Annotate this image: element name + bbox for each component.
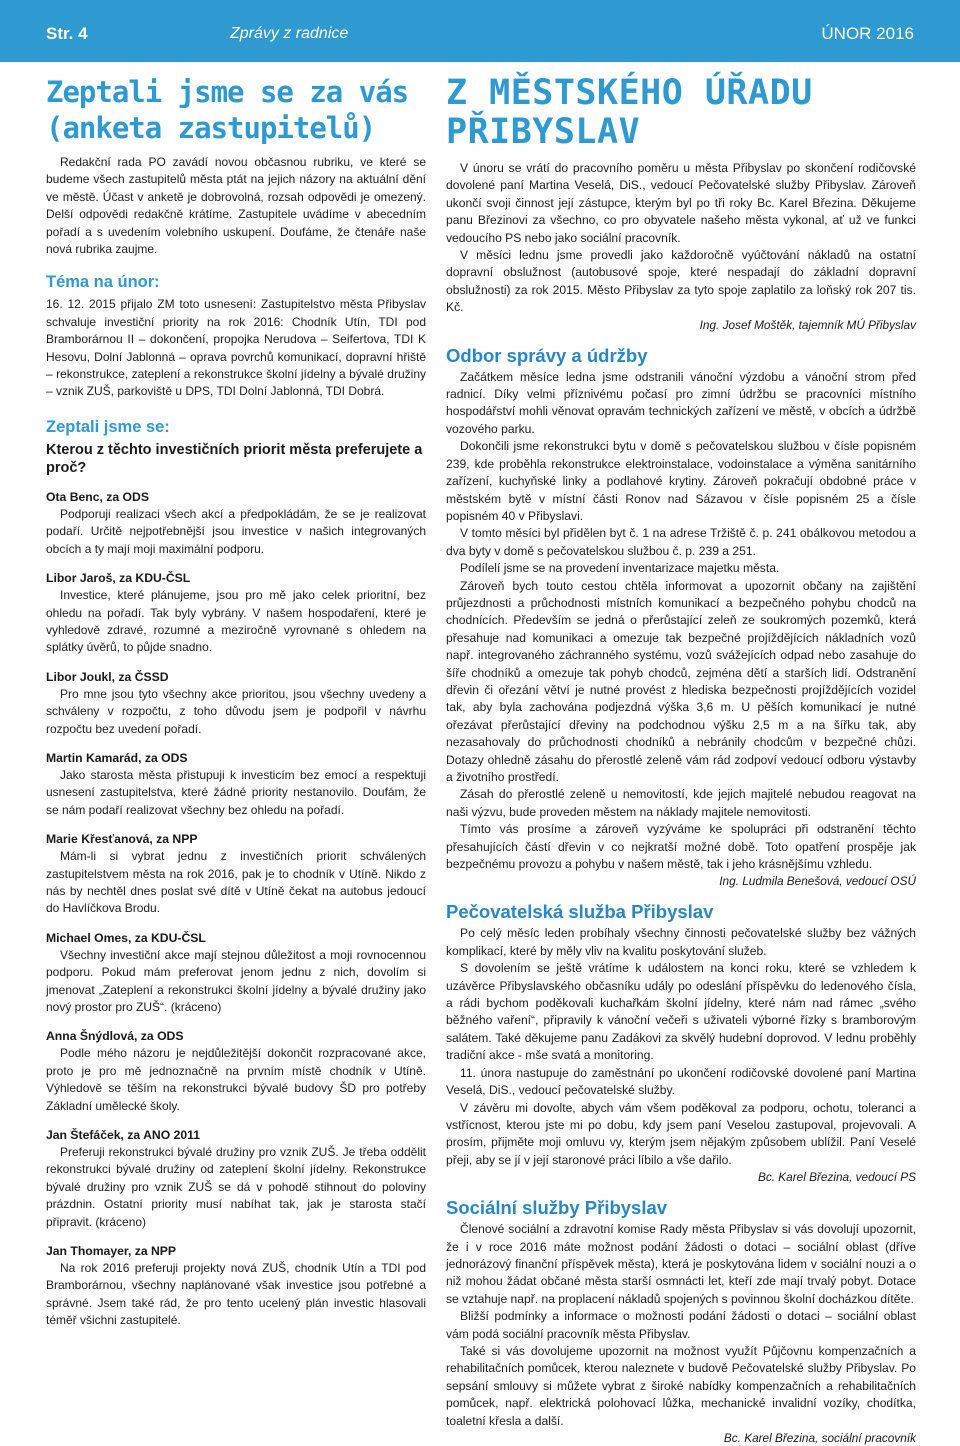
response-text: Na rok 2016 preferuji projekty nová ZUŠ, chodník Utín a TDI pod Bramborárnou, všechny naplánované však investice jsou potřebné a správné. Jsem také rád, že pro tento ucelený plán investic hlasovali téměř všichni zastupitelé. [46, 1261, 426, 1328]
response-item [46, 750, 426, 819]
respondent-name: Anna Šnýdlová, za ODS [46, 1029, 184, 1044]
office-signature: Ing. Josef Moštěk, tajemník MÚ Přibyslav [699, 317, 916, 332]
survey-title: Zeptali jsme se za vás (anketa zastupitelů) [46, 75, 409, 145]
respondent-name: Michael Omes, za KDU-ČSL [46, 930, 206, 945]
odbor-paragraph: V tomto měsíci byl přidělen byt č. 1 na adrese Tržiště č. p. 241 obálkovou metodou a dva byty v domě s pečovatelskou službou č. p. 239 a 251. [446, 526, 916, 558]
office-paragraph: V únoru se vrátí do pracovního poměru u města Přibyslav po skončení rodičovské dovolené paní Martina Veselá, DiS., vedoucí Pečovatelské služby Přibyslav. Zároveň ukončí svoji činnost její zástupce, kterým byl po tři roky Bc. Karel Březina. Děkujeme panu Březinovi za všechno, co pro obyvatele našeho města vykonal, ať už ve funkci vedoucího PS nebo jako sociální pracovník. [446, 161, 916, 245]
office-paragraph: V měsíci lednu jsme provedli jako každoročně vyúčtování nákladů na ostatní dopravní obslužnost (autobusové spoje, které nespadají do základní dopravní obslužnosti) za rok 2015. Město Přibyslav za tyto spoje zaplatilo za loňský rok 207 tis. Kč. [446, 248, 916, 315]
response-text: Podporuji realizaci všech akcí a předpokládám, že se je realizovat podaří. Určitě nejpotřebnější jsou investice v našich integrovaných obcích a ty mají moji maximální podporu. [46, 506, 426, 556]
response-item [46, 1243, 426, 1330]
pecovatelska-paragraph: Po celý měsíc leden probíhaly všechny činnosti pečovatelské služby bez vážných komplikací, které by měly vliv na kvalitu poskytování služeb. [446, 926, 916, 958]
survey-column [46, 74, 426, 1330]
response-item [46, 831, 426, 918]
response-text: Mám-li si vybrat jednu z investičních priorit schválených zastupitelstvem města na rok 2016, pak je to chodník v Utíně. Nikdo z nás by nechtěl dnes poslat své dítě v Utíně čekat na autobus jedoucí do Havlíčkova Brodu. [46, 849, 426, 916]
topic-text: 16. 12. 2015 přijalo ZM toto usnesení: Zastupitelstvo města Přibyslav schvaluje investiční priority na rok 2016: Chodník Utín, TDI pod Bramborárnou II – dokončení, propojka Nerudova – Seifertova, TDI K Hesovu, Dolní Jablonná – oprava povrchů komunikací, dopravní hřiště – rekonstrukce, zateplení a rekonstrukce školní jídelny a bývalé družiny – vznik ZUŠ, parkoviště u DPS, TDI Dolní Jablonná, TDI Dobrá. [46, 297, 426, 399]
socialni-paragraph: Bližší podmínky a informace o možnosti podání žádosti o dotaci – sociální oblast vám podá sociální pracovník města Přibyslav. [446, 1309, 916, 1341]
odbor-heading: Odbor správy a údržby [446, 344, 648, 366]
socialni-paragraph: Také si vás dovolujeme upozornit na možnost využít Půjčovnu kompenzačních a rehabilitačních pomůcek, kterou naleznete v budově Pečovatelské služby Přibyslav. Po sepsání smlouvy si můžete vybrat z široké nabídky kompenzačních a rehabilitačních pomůcek, např. elektrická polohovací lůžka, mechanické invalidní vozíky, chodítka, toaletní křesla a další. [446, 1343, 916, 1428]
issue-date: ÚNOR 2016 [821, 24, 914, 43]
odbor-paragraph: Tímto vás prosíme a zároveň vyzýváme ke spolupráci při odstranění těchto přesahujících částí dřevin v co nejkratší možné době. Toto opatření prospěje jak bezpečnému provozu a pohybu v našem městě, tak i jeho krásnějšímu vzhledu. [446, 822, 916, 872]
section-name: Zprávy z radnice [230, 25, 349, 42]
respondent-name: Libor Joukl, za ČSSD [46, 669, 169, 684]
pecovatelska-signature: Bc. Karel Březina, vedoucí PS [757, 1170, 916, 1185]
question-text: Kterou z těchto investičních priorit města preferujete a proč? [46, 441, 423, 476]
response-item [46, 930, 426, 1017]
odbor-signature: Ing. Ludmila Benešová, vedoucí OSÚ [719, 874, 916, 889]
office-column [446, 74, 916, 1446]
page-number: Str. 4 [46, 24, 88, 43]
odbor-paragraph: Podílelí jsme se na provedení inventarizace majetku města. [460, 561, 780, 576]
page-header [0, 0, 960, 62]
socialni-signature: Bc. Karel Březina, sociální pracovník [723, 1431, 916, 1445]
odbor-paragraph: Zásah do přerostlé zeleně u nemovitostí, kde jejich majitelé nebudou reagovat na naši výzvu, bude proveden městem na náklady majitele nemovitosti. [446, 787, 916, 819]
pecovatelska-paragraph: S dovolením se ještě vrátíme k událostem na konci roku, které se vzhledem k uzávěrce Přibyslavského občasníku udály po odeslání příspěvku do ledenového čísla, a rádi bychom poděkovali kuchařkám školní jídelny, které nám nad rámec „svého běžného vaření“, připravily k vánoční večeři s uživateli výborné řízky s bramborovým salátem. Také děkujeme panu Zadákovi za skvělý hudební doprovod. V lednu proběhly tradiční akce - mše svatá a monitoring. [446, 961, 916, 1063]
response-text: Preferuji rekonstrukci bývalé družiny pro vznik ZUŠ. Je třeba oddělit rekonstrukci bývalé družiny od zateplení školní jídelny. Rekonstrukce bývalé družiny pro vznik ZUŠ se dá v pohodě stihnout do poloviny prázdnin. Ostatní priority musí nabíhat tak, jak je starosta stačí připravit. (kráceno) [46, 1145, 426, 1229]
response-text: Jako starosta města přistupuji k investicím bez emocí a respektuji usnesení zastupitelstva, které žádné priority nestanovilo. Doufám, že se nám podaří realizovat všechny bez ohledu na pořadí. [46, 767, 426, 817]
respondent-name: Jan Štefáček, za ANO 2011 [46, 1128, 201, 1143]
survey-intro: Redakční rada PO zavádí novou občasnou rubriku, ve které se budeme všech zastupitelů města ptát na jejich názory na aktuální dění ve městě. Účast v anketě je dobrovolná, rozsah odpovědi je omezený. Delší odpovědi redakčně krátíme. Zastupitele uvádíme v abecedním pořadí a s uvedením volebního uskupení. Doufáme, že čtenáře naše nová rubrika zaujme. [46, 155, 426, 257]
responses-list [46, 489, 426, 1330]
response-text: Investice, které plánujeme, jsou pro mě jako celek prioritní, bez ohledu na pořadí. Tak byly vybrány. V našem hospodaření, které je vyhledově zdravé, rozumné a meziročně vyrovnané s ohledem na splátky úvěrů, to půjde snadno. [46, 588, 426, 655]
pecovatelska-heading: Pečovatelská služba Přibyslav [446, 901, 714, 923]
response-text: Pro mne jsou tyto všechny akce prioritou, jsou všechny uvedeny a schváleny v rozpočtu, z toho důvodu jsem je podpořil v návrhu rozpočtu bez uvedení pořadí. [46, 686, 426, 736]
response-item [46, 570, 426, 657]
socialni-heading: Sociální služby Přibyslav [446, 1197, 668, 1219]
respondent-name: Jan Thomayer, za NPP [46, 1244, 177, 1259]
response-text: Všechny investiční akce mají stejnou důležitost a moji rovnocennou podporu. Pokud mám preferovat jenom jednu z nich, dovolím si jmenovat „Zateplení a rekonstrukci školní jídelny a bývalé družiny jako nový prostor pro ZUŠ“. (kráceno) [46, 947, 426, 1014]
respondent-name: Martin Kamarád, za ODS [46, 750, 188, 765]
socialni-paragraph: Členové sociální a zdravotní komise Rady města Přibyslav si vás dovolují upozornit, že i v roce 2016 máte možnost podání žádosti o dotaci – sociální oblast (dříve jednorázový finanční příspěvek města), která je poskytována lidem v sociální nouzi a o niž mohou žádat občané města starší osmnácti let, kteří zde mají trvalý pobyt. Dotace se vztahuje např. na proplacení nákladů spojených s povinnou školní docházkou dítěte. [446, 1222, 916, 1306]
topic-heading: Téma na únor: [46, 273, 160, 292]
response-item [46, 1127, 426, 1231]
office-title: Z MĚSTSKÉHO ÚŘADU PŘIBYSLAV [446, 73, 813, 152]
odbor-paragraph: Dokončili jsme rekonstrukci bytu v domě s pečovatelskou službou v čísle popisném 239, kde proběhla rekonstrukce elektroinstalace, vodoinstalace a výměna sanitárního zařízení, kuchyňské linky a podlahové krytiny. Zároveň pokračují obdobné práce v městském bytě v místní části Ronov nad Sázavou v čísle popisném 25 a čísle popisném 40 v Přibyslavi. [446, 439, 916, 523]
pecovatelska-paragraph: V závěru mi dovolte, abych vám všem poděkoval za podporu, ochotu, toleranci a vstřícnost, kterou jste mi po dobu, kdy jsem paní Veselou zastupoval, projevovali. A prosím, přijměte moji omluvu vy, kterým jsem nějakým způsobem ublížil. Paní Veselé přeji, aby se jí v její staronové práci líbilo a vše dařilo. [446, 1100, 916, 1167]
response-item [46, 669, 426, 738]
response-text: Podle mého názoru je nejdůležitější dokončit rozpracované akce, proto je pro mě jednoznačně na prvním místě chodník v Utíně. Výhledově se těším na rekonstrukci bývalé budovy ŠD pro potřeby Základní umělecké školy. [46, 1046, 426, 1113]
respondent-name: Ota Benc, za ODS [46, 489, 149, 504]
odbor-paragraph: Zároveň bych touto cestou chtěla informovat a upozornit občany na zajištění průjezdnosti a průchodnosti místních komunikací a bezpečného pohybu chodců na chodnících. Především se jedná o přerůstající zeleň ze soukromých pozemků, která přesahuje nad komunikaci a omezuje tak bezpečné projíždějících nákladních vozů např. integrovaného záchranného systému, vozů svážejících odpad nebo zasahuje do šíře chodníků a omezuje tak pohyb chodců, zejména dětí a starších lidí. Odstranění dřevin či ořezání větví je nutné provést z hlediska bezpečnosti projíždějících vozidel tak, aby byla zachována podjezdná výška 3,6 m. U pěších komunikací je nutné ořezávat přerůstající dřeviny na podchodnou výšku 2,5 m a na šířku tak, aby nezasahovaly do průchodnosti chodníků a nebránily chodcům v bezpečné chůzi. Dotazy ohledně zásahu do přerostlé zeleně vám rád zodpoví vedoucí odboru výstavby a životního prostředí. [446, 578, 916, 784]
question-heading: Zeptali jsme se: [46, 417, 170, 436]
respondent-name: Marie Křesťanová, za NPP [46, 832, 198, 847]
respondent-name: Libor Jaroš, za KDU-ČSL [46, 571, 191, 586]
odbor-paragraph: Začátkem měsíce ledna jsme odstranili vánoční výzdobu a vánoční strom před radnicí. Díky velmi příznivému počasí pro zimní údržbu se pracovníci místního hospodářství mohli věnovat opravám technických zařízení ve městě, v obcích a údržbě vozového parku. [446, 369, 916, 436]
response-item [46, 1028, 426, 1115]
response-item [46, 489, 426, 558]
pecovatelska-paragraph: 11. února nastupuje do zaměstnání po ukončení rodičovské dovolené paní Martina Veselá, DiS., vedoucí pečovatelské služby. [446, 1065, 916, 1098]
